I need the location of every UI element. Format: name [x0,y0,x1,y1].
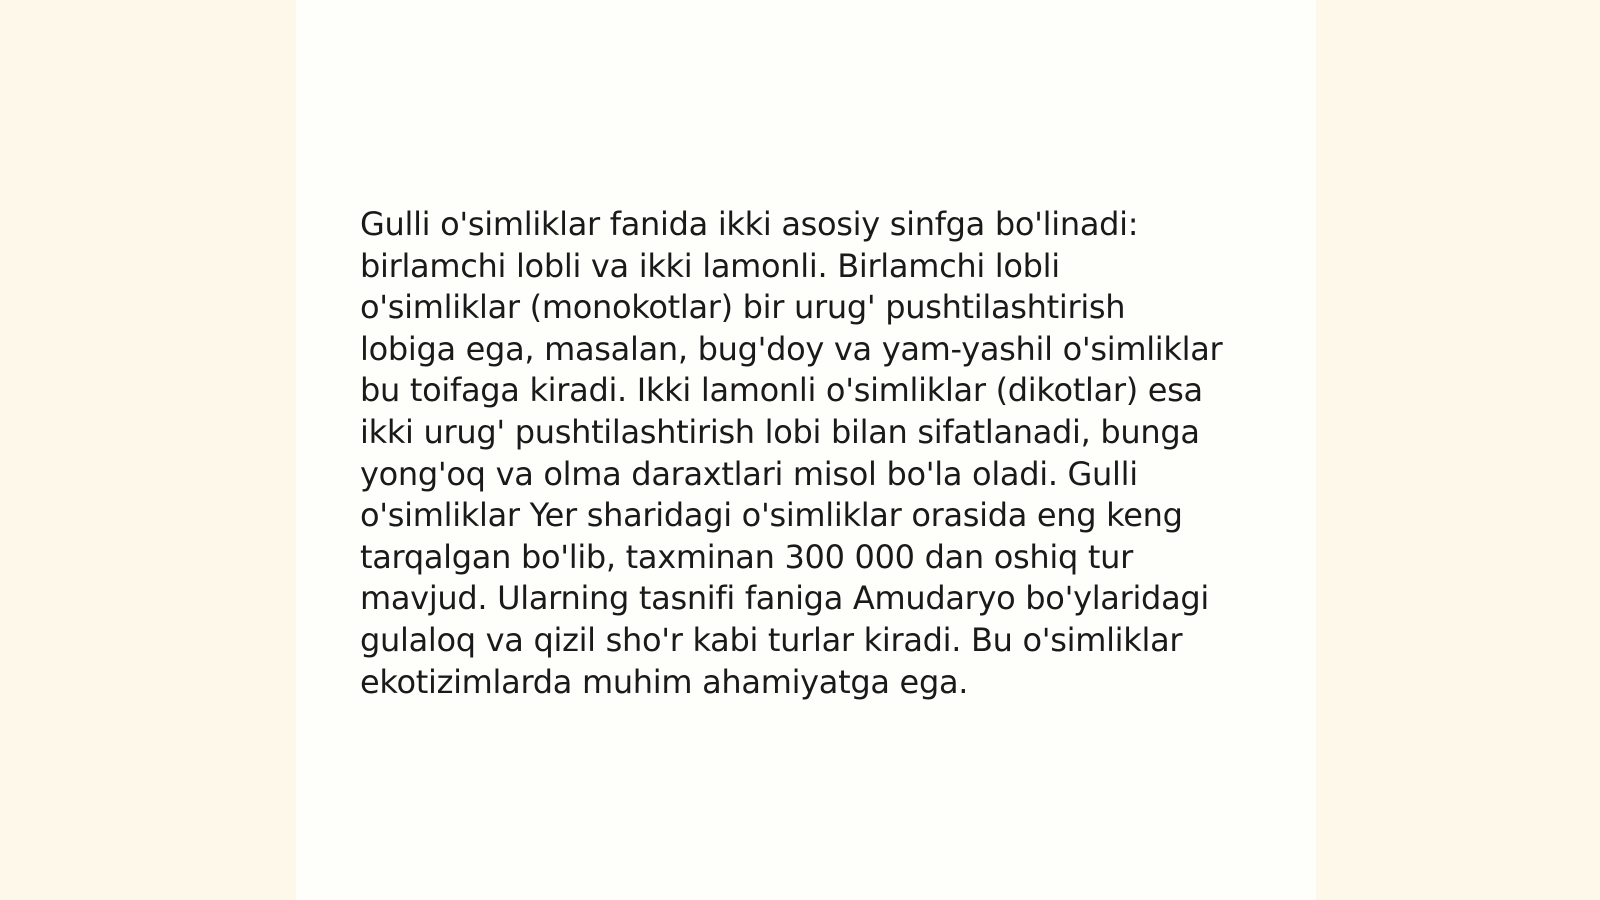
text-line: gulaloq va qizil sho'r kabi turlar kiradi. Bu o'simliklar [360,620,1183,659]
text-line: ekotizimlarda muhim ahamiyatga ega. [360,662,969,701]
document-page [296,0,1316,900]
text-line: lobiga ega, masalan, bug'doy va yam-yashil o'simliklar [360,329,1223,368]
text-line: yong'oq va olma daraxtlari misol bo'la oladi. Gulli [360,454,1138,493]
text-line: bu toifaga kiradi. Ikki lamonli o'simliklar (dikotlar) esa [360,371,1203,410]
text-line: tarqalgan bo'lib, taxminan 300 000 dan oshiq tur [360,537,1133,576]
text-line: birlamchi lobli va ikki lamonli. Birlamchi lobli [360,246,1060,285]
text-line: mavjud. Ularning tasnifi faniga Amudaryo bo'ylaridagi [360,579,1209,618]
body-paragraph [360,204,1260,703]
text-line: Gulli o'simliklar fanida ikki asosiy sinfga bo'linadi: [360,205,1139,243]
text-line: ikki urug' pushtilashtirish lobi bilan sifatlanadi, bunga [360,412,1200,451]
text-line: o'simliklar Yer sharidagi o'simliklar orasida eng keng [360,496,1183,535]
text-line: o'simliklar (monokotlar) bir urug' pushtilashtirish [360,288,1126,327]
